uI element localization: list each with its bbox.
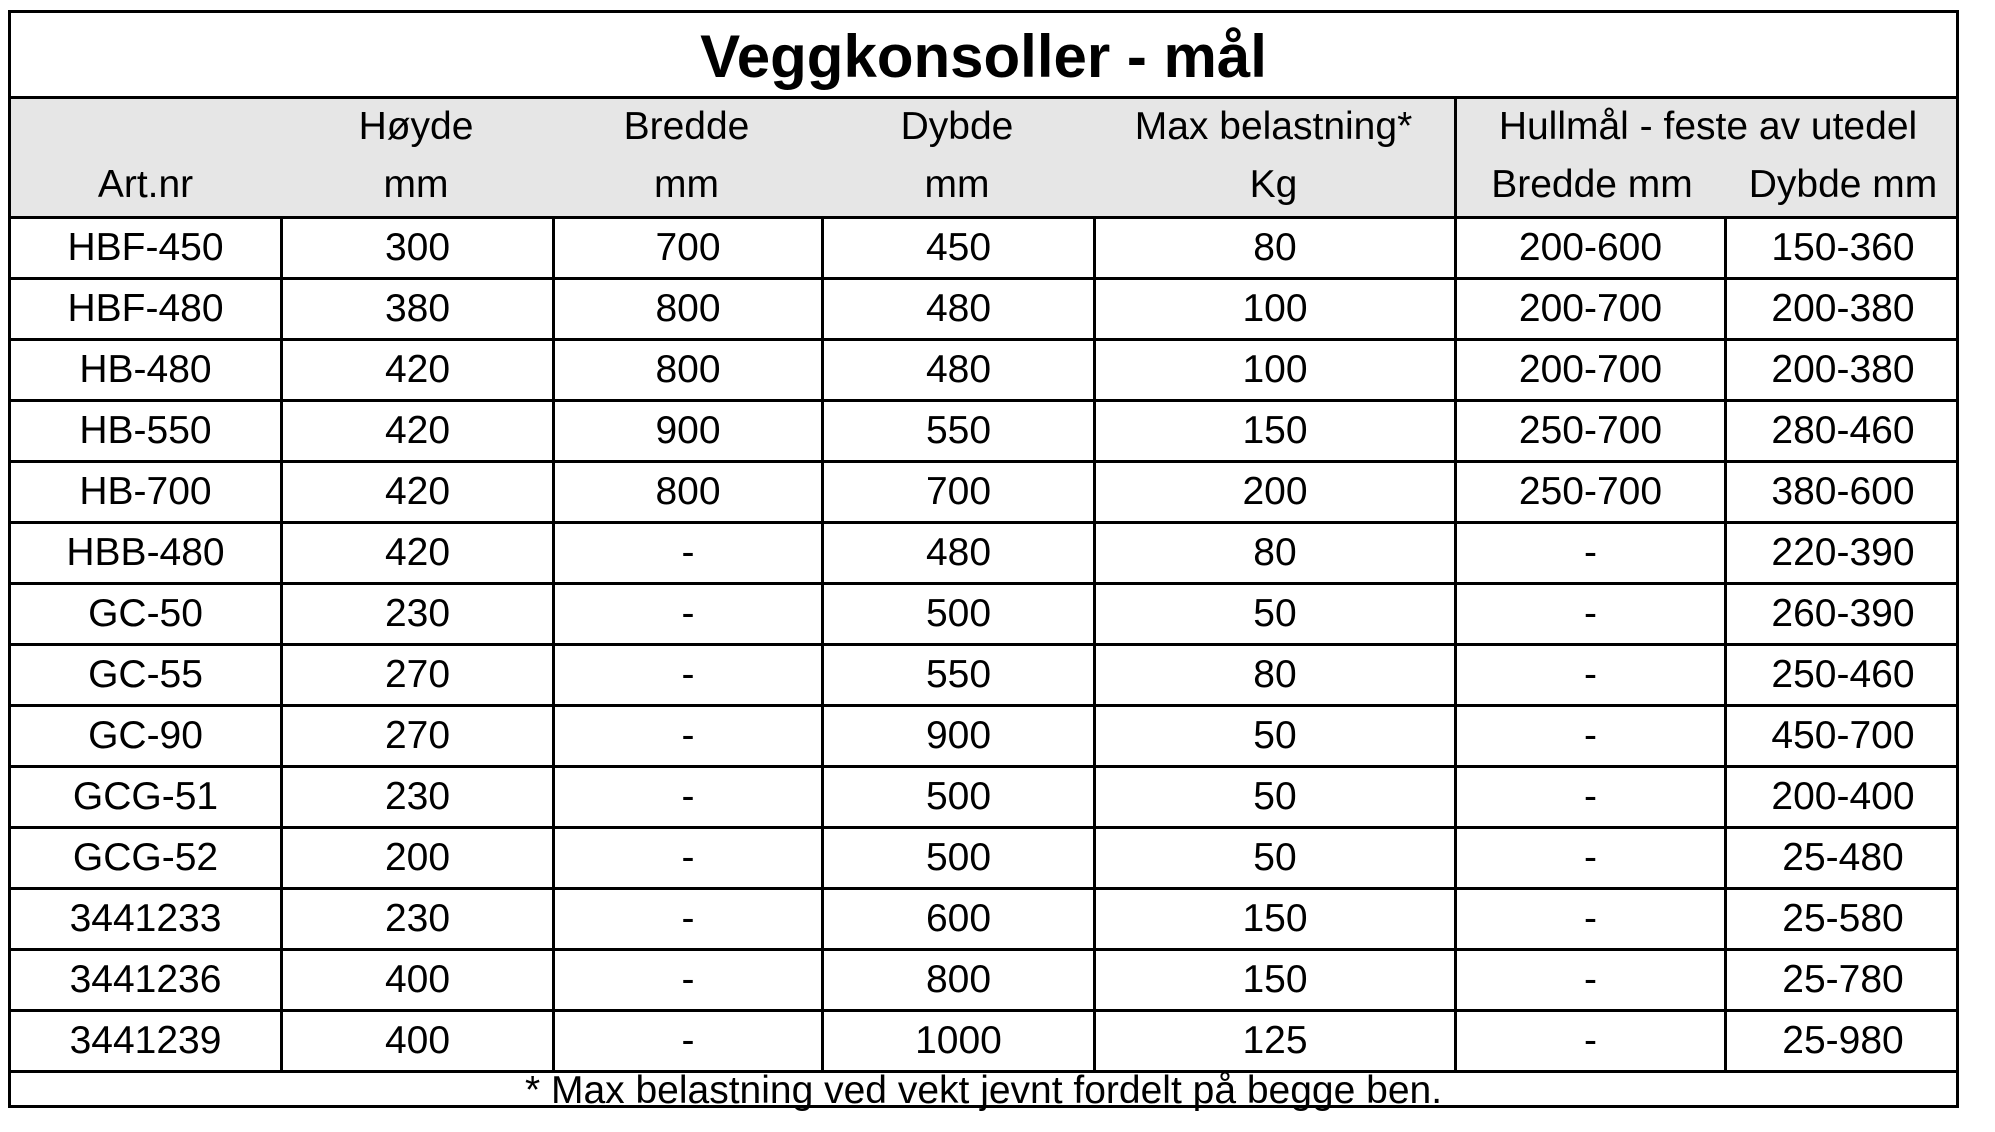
cell-hoyde: 420 [280, 524, 552, 582]
cell-dybde: 480 [821, 524, 1093, 582]
footnote: * Max belastning ved vekt jevnt fordelt på begge ben. [524, 1068, 1443, 1112]
header-bredde-unit: mm [654, 163, 719, 206]
cell-max-belastning: 50 [1093, 585, 1454, 643]
cell-dybde: 550 [821, 402, 1093, 460]
cell-dybde: 700 [821, 463, 1093, 521]
table-row [11, 768, 1956, 829]
cell-art-nr: GC-50 [88, 592, 203, 635]
cell-max-belastning: 80 [1093, 524, 1454, 582]
cell-hull-bredde: 250-700 [1454, 402, 1724, 460]
cell-hull-dybde: 220-390 [1724, 524, 1959, 582]
cell-hoyde: 380 [280, 280, 552, 338]
cell-bredde: - [552, 829, 821, 887]
cell-art-nr: 3441233 [69, 897, 222, 940]
cell-hull-bredde: - [1454, 890, 1724, 948]
cell-max-belastning: 100 [1093, 341, 1454, 399]
cell-bredde: 900 [552, 402, 821, 460]
cell-max-belastning: 150 [1093, 890, 1454, 948]
table-body [11, 219, 1956, 1073]
cell-max-belastning: 50 [1093, 829, 1454, 887]
cell-hull-dybde: 260-390 [1724, 585, 1959, 643]
cell-hoyde: 200 [280, 829, 552, 887]
cell-dybde: 1000 [821, 1012, 1093, 1070]
cell-hull-bredde: - [1454, 951, 1724, 1009]
cell-hoyde: 420 [280, 341, 552, 399]
cell-hull-bredde: 200-600 [1454, 219, 1724, 277]
table-row [11, 524, 1956, 585]
table-row [11, 1012, 1956, 1073]
cell-art-nr: HB-550 [79, 409, 212, 452]
cell-bredde: - [552, 1012, 821, 1070]
cell-bredde: - [552, 524, 821, 582]
table-row [11, 951, 1956, 1012]
header-art-nr: Art.nr [97, 163, 194, 206]
cell-dybde: 800 [821, 951, 1093, 1009]
cell-max-belastning: 80 [1093, 646, 1454, 704]
cell-hull-dybde: 280-460 [1724, 402, 1959, 460]
header-hullmal: Hullmål - feste av utedel [1498, 105, 1918, 148]
cell-hull-dybde: 450-700 [1724, 707, 1959, 765]
header-bredde: Bredde [623, 105, 750, 148]
cell-art-nr: 3441236 [69, 958, 222, 1001]
table-row [11, 219, 1956, 280]
cell-hoyde: 400 [280, 951, 552, 1009]
table-row [11, 585, 1956, 646]
cell-dybde: 450 [821, 219, 1093, 277]
table-row [11, 890, 1956, 951]
cell-dybde: 480 [821, 280, 1093, 338]
table-row [11, 463, 1956, 524]
table-row [11, 707, 1956, 768]
cell-hoyde: 230 [280, 585, 552, 643]
cell-bredde: 800 [552, 463, 821, 521]
cell-hull-bredde: 250-700 [1454, 463, 1724, 521]
cell-hull-bredde: 200-700 [1454, 341, 1724, 399]
cell-hoyde: 400 [280, 1012, 552, 1070]
cell-bredde: - [552, 951, 821, 1009]
cell-hull-bredde: - [1454, 1012, 1724, 1070]
header-max-belastning: Max belastning* [1134, 105, 1413, 148]
cell-hoyde: 270 [280, 646, 552, 704]
header-dybde-unit: mm [924, 163, 990, 206]
cell-hull-bredde: 200-700 [1454, 280, 1724, 338]
cell-hull-dybde: 200-380 [1724, 280, 1959, 338]
cell-bredde: 800 [552, 341, 821, 399]
cell-max-belastning: 150 [1093, 402, 1454, 460]
table-row [11, 280, 1956, 341]
cell-dybde: 500 [821, 768, 1093, 826]
header-hull-bredde: Bredde mm [1491, 163, 1693, 206]
cell-hull-dybde: 150-360 [1724, 219, 1959, 277]
cell-hull-bredde: - [1454, 707, 1724, 765]
cell-hull-bredde: - [1454, 768, 1724, 826]
cell-hull-bredde: - [1454, 646, 1724, 704]
cell-hoyde: 420 [280, 463, 552, 521]
cell-art-nr: GCG-52 [72, 836, 219, 879]
table-row [11, 646, 1956, 707]
cell-max-belastning: 125 [1093, 1012, 1454, 1070]
cell-max-belastning: 150 [1093, 951, 1454, 1009]
cell-hoyde: 270 [280, 707, 552, 765]
cell-art-nr: GCG-51 [72, 775, 219, 818]
cell-hull-dybde: 200-400 [1724, 768, 1959, 826]
header-hull-dybde: Dybde mm [1748, 163, 1938, 206]
cell-hoyde: 300 [280, 219, 552, 277]
cell-hull-dybde: 25-580 [1724, 890, 1959, 948]
cell-hull-dybde: 25-780 [1724, 951, 1959, 1009]
cell-dybde: 600 [821, 890, 1093, 948]
table-header [11, 99, 1956, 219]
cell-hull-dybde: 250-460 [1724, 646, 1959, 704]
cell-bredde: - [552, 646, 821, 704]
cell-hull-bredde: - [1454, 829, 1724, 887]
cell-art-nr: HB-480 [79, 348, 212, 391]
cell-hull-bredde: - [1454, 585, 1724, 643]
cell-max-belastning: 100 [1093, 280, 1454, 338]
cell-dybde: 500 [821, 585, 1093, 643]
cell-hoyde: 230 [280, 890, 552, 948]
cell-art-nr: HBF-450 [67, 226, 224, 269]
cell-bredde: - [552, 768, 821, 826]
cell-art-nr: HB-700 [79, 470, 212, 513]
table-row [11, 341, 1956, 402]
cell-hull-bredde: - [1454, 524, 1724, 582]
header-max-belastning-unit: Kg [1249, 163, 1298, 206]
cell-art-nr: GC-90 [88, 714, 203, 757]
cell-hull-dybde: 25-480 [1724, 829, 1959, 887]
cell-hoyde: 420 [280, 402, 552, 460]
cell-art-nr: 3441239 [69, 1019, 222, 1062]
cell-hull-dybde: 200-380 [1724, 341, 1959, 399]
cell-max-belastning: 50 [1093, 707, 1454, 765]
cell-dybde: 500 [821, 829, 1093, 887]
header-dybde: Dybde [900, 105, 1014, 148]
page-title: Veggkonsoller - mål [11, 13, 1956, 99]
cell-max-belastning: 50 [1093, 768, 1454, 826]
cell-bredde: - [552, 585, 821, 643]
dimensions-table [8, 10, 1959, 1112]
cell-dybde: 900 [821, 707, 1093, 765]
cell-dybde: 480 [821, 341, 1093, 399]
cell-art-nr: GC-55 [88, 653, 203, 696]
cell-max-belastning: 200 [1093, 463, 1454, 521]
cell-bredde: - [552, 707, 821, 765]
cell-bredde: 700 [552, 219, 821, 277]
cell-art-nr: HBB-480 [66, 531, 225, 574]
cell-art-nr: HBF-480 [67, 287, 224, 330]
header-hoyde: Høyde [358, 105, 474, 148]
table-row [11, 829, 1956, 890]
cell-bredde: 800 [552, 280, 821, 338]
header-hoyde-unit: mm [383, 163, 449, 206]
cell-hull-dybde: 25-980 [1724, 1012, 1959, 1070]
table-row [11, 402, 1956, 463]
cell-hoyde: 230 [280, 768, 552, 826]
cell-max-belastning: 80 [1093, 219, 1454, 277]
cell-dybde: 550 [821, 646, 1093, 704]
cell-hull-dybde: 380-600 [1724, 463, 1959, 521]
cell-bredde: - [552, 890, 821, 948]
